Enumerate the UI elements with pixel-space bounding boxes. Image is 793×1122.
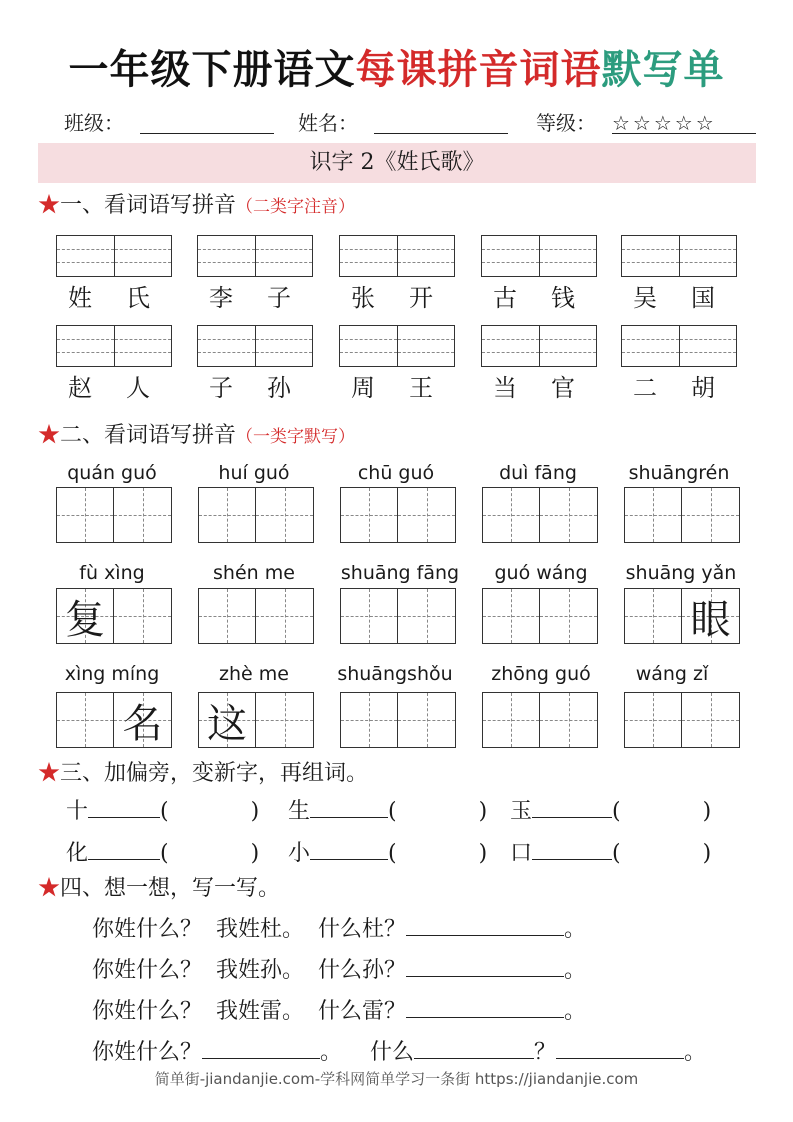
star-icon: ★ xyxy=(38,193,61,218)
word-char: 子 xyxy=(209,374,233,402)
section3-title: 三、加偏旁，变新字，再组词。 xyxy=(60,761,369,786)
word-char: 当 xyxy=(493,374,517,402)
lesson-banner: 识字 2《姓氏歌》 xyxy=(38,143,756,183)
tianzi-box-1-5[interactable] xyxy=(624,487,740,543)
word-char: 国 xyxy=(691,284,715,312)
word-char: 吴 xyxy=(633,284,657,312)
tianzi-box-1-4[interactable] xyxy=(482,487,598,543)
word-char: 子 xyxy=(267,284,291,312)
pinyin-box-2-1[interactable] xyxy=(56,325,172,367)
word-char: 张 xyxy=(351,284,375,312)
pinyin-label: shuāngrén xyxy=(628,462,730,484)
written-char: 这 xyxy=(207,700,247,747)
word-char: 孙 xyxy=(267,374,291,402)
name-field xyxy=(298,108,358,138)
pinyin-box-1-5[interactable] xyxy=(621,235,737,277)
pinyin-box-1-3[interactable] xyxy=(339,235,455,277)
answer-blank[interactable] xyxy=(556,1035,684,1059)
pinyin-label: fù xìng xyxy=(79,562,145,584)
radical-blank[interactable] xyxy=(88,794,160,818)
radical-row-1b: 生 ( ) xyxy=(288,794,487,828)
radical-row-2c: 口 ( ) xyxy=(510,836,711,870)
written-char: 名 xyxy=(122,700,163,747)
pinyin-label: zhè me xyxy=(219,663,289,685)
tianzi-box-3-4[interactable] xyxy=(482,692,598,748)
name-blank[interactable] xyxy=(374,108,508,138)
word-char: 赵 xyxy=(68,374,92,402)
grade-label: 等级： xyxy=(536,111,596,135)
base-char: 化 xyxy=(66,841,89,866)
pinyin-label: huí guó xyxy=(218,462,290,484)
written-char: 复 xyxy=(65,596,105,643)
base-char: 玉 xyxy=(510,799,533,824)
pinyin-label: shuāngshǒu xyxy=(337,663,453,685)
word-char: 姓 xyxy=(68,284,92,312)
section2-heading xyxy=(38,421,355,452)
section4-heading xyxy=(38,874,280,904)
grade-field xyxy=(536,108,596,138)
radical-blank[interactable] xyxy=(532,836,612,860)
tianzi-box-3-5[interactable] xyxy=(624,692,740,748)
word-char: 氏 xyxy=(126,284,150,312)
radical-row-2: 化 ( ) xyxy=(66,836,259,870)
tianzi-box-3-1[interactable] xyxy=(56,692,172,748)
grade-stars xyxy=(612,108,756,138)
word-char: 李 xyxy=(209,284,233,312)
tianzi-box-1-2[interactable] xyxy=(198,487,314,543)
base-char: 生 xyxy=(288,799,311,824)
pinyin-box-1-1[interactable] xyxy=(56,235,172,277)
pinyin-label: shuāng yǎn xyxy=(625,562,737,584)
tianzi-box-2-2[interactable] xyxy=(198,588,314,644)
class-label: 班级： xyxy=(64,111,124,135)
tianzi-box-2-5[interactable] xyxy=(624,588,740,644)
page-title xyxy=(0,44,793,96)
base-char: 十 xyxy=(66,799,89,824)
dialog-line-3: 你姓什么？ 我姓雷。 什么雷？ 。 xyxy=(92,994,586,1028)
pinyin-label: quán guó xyxy=(67,462,157,484)
radical-blank[interactable] xyxy=(532,794,612,818)
tianzi-box-3-3[interactable] xyxy=(340,692,456,748)
surname-blank[interactable] xyxy=(202,1035,320,1059)
section2-title: 二、看词语写拼音 xyxy=(60,423,237,448)
tianzi-box-2-1[interactable] xyxy=(56,588,172,644)
pinyin-box-2-3[interactable] xyxy=(339,325,455,367)
radical-blank[interactable] xyxy=(310,836,388,860)
dialog-line-1: 你姓什么？ 我姓杜。 什么杜？ 。 xyxy=(92,912,586,946)
tianzi-box-2-3[interactable] xyxy=(340,588,456,644)
pinyin-box-1-4[interactable] xyxy=(481,235,597,277)
pinyin-label: duì fāng xyxy=(499,462,577,484)
answer-blank[interactable] xyxy=(406,912,564,936)
question-blank[interactable] xyxy=(414,1035,534,1059)
title-part3: 默写单 xyxy=(601,46,725,93)
written-char: 眼 xyxy=(690,596,731,643)
section1-heading xyxy=(38,191,355,222)
section3-heading xyxy=(38,759,368,789)
word-char: 人 xyxy=(126,374,150,402)
tianzi-box-3-2[interactable] xyxy=(198,692,314,748)
class-blank[interactable] xyxy=(140,108,274,138)
name-label: 姓名： xyxy=(298,111,358,135)
radical-blank[interactable] xyxy=(310,794,388,818)
dialog-line-2: 你姓什么？ 我姓孙。 什么孙？ 。 xyxy=(92,953,586,987)
base-char: 口 xyxy=(510,841,533,866)
pinyin-label: shén me xyxy=(213,562,295,584)
word-char: 二 xyxy=(633,374,657,402)
pinyin-box-2-5[interactable] xyxy=(621,325,737,367)
section4-title: 四、想一想，写一写。 xyxy=(60,876,281,901)
word-char: 古 xyxy=(493,284,517,312)
title-part1: 一年级下册语文 xyxy=(68,46,356,93)
dialog-line-4: 你姓什么？ 。 什么 ？ 。 xyxy=(92,1035,706,1069)
star-rating-icons: ☆☆☆☆☆ xyxy=(612,111,717,135)
star-icon: ★ xyxy=(38,761,61,786)
pinyin-box-2-2[interactable] xyxy=(197,325,313,367)
word-char: 周 xyxy=(351,374,375,402)
pinyin-box-1-2[interactable] xyxy=(197,235,313,277)
pinyin-label: guó wáng xyxy=(494,562,588,584)
word-char: 胡 xyxy=(691,374,715,402)
pinyin-label: shuāng fāng xyxy=(340,562,460,584)
radical-row-1: 十 ( ) xyxy=(66,794,259,828)
radical-row-2b: 小 ( ) xyxy=(288,836,487,870)
star-icon: ★ xyxy=(38,423,61,448)
radical-row-1c: 玉 ( ) xyxy=(510,794,711,828)
section2-note: （一类字默写） xyxy=(236,427,356,447)
section1-note: （二类字注音） xyxy=(236,197,356,217)
pinyin-label: wáng zǐ xyxy=(635,663,709,685)
tianzi-box-1-1[interactable] xyxy=(56,487,172,543)
star-icon: ★ xyxy=(38,876,61,901)
word-char: 钱 xyxy=(551,284,575,312)
word-char: 王 xyxy=(409,374,433,402)
class-field xyxy=(64,108,124,138)
pinyin-label: xìng míng xyxy=(64,663,160,685)
footer-watermark: 简单街-jiandanjie.com-学科网简单学习一条街 https://jiandanjie.com xyxy=(154,1070,639,1088)
tianzi-box-2-4[interactable] xyxy=(482,588,598,644)
word-char: 开 xyxy=(409,284,433,312)
pinyin-label: chū guó xyxy=(357,462,435,484)
answer-blank[interactable] xyxy=(406,994,564,1018)
word-char: 官 xyxy=(551,374,575,402)
answer-blank[interactable] xyxy=(406,953,564,977)
pinyin-box-2-4[interactable] xyxy=(481,325,597,367)
tianzi-box-1-3[interactable] xyxy=(340,487,456,543)
section1-title: 一、看词语写拼音 xyxy=(60,193,237,218)
radical-blank[interactable] xyxy=(88,836,160,860)
title-part2: 每课拼音词语 xyxy=(355,46,602,93)
pinyin-label: zhōng guó xyxy=(491,663,591,685)
base-char: 小 xyxy=(288,841,311,866)
